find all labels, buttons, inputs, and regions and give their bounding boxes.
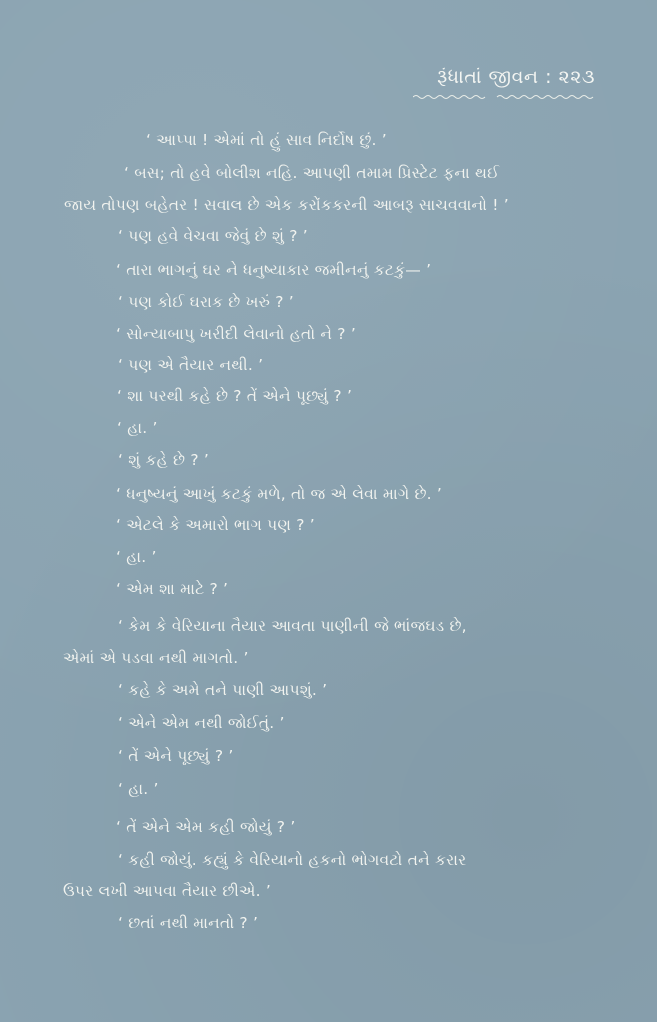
text-line: ‘ હા. ’ bbox=[118, 780, 159, 798]
running-head: રૂંધાતાં જીવન : ૨૨૩ bbox=[437, 66, 595, 88]
text-line: ‘ એમ શા માટે ? ’ bbox=[116, 580, 229, 598]
text-line: ‘ કહે કે અમે તને પાણી આપશું. ’ bbox=[118, 681, 328, 699]
text-line: ‘ પણ હવે વેચવા જેવું છે શું ? ’ bbox=[118, 227, 308, 245]
text-line: ‘ તેં એને પૂછ્યું ? ’ bbox=[118, 747, 234, 765]
text-line: ‘ તેં એને એમ કહી જોયું ? ’ bbox=[116, 818, 296, 836]
text-line: ‘ શા પરથી કહે છે ? તેં એને પૂછ્યું ? ’ bbox=[117, 387, 353, 405]
text-line: ‘ એટલે કે અમારો ભાગ પણ ? ’ bbox=[116, 516, 315, 534]
text-line: ‘ બસ; તો હવે બોલીશ નહિ. આપણી તમામ પ્રિસ્ટેટ ફના થઈ bbox=[124, 164, 500, 182]
text-line: ‘ સોન્યાબાપુ ખરીદી લેવાનો હતો ને ? ’ bbox=[116, 325, 356, 343]
text-line: ‘ તારા ભાગનું ઘર ને ધનુષ્યાકાર જમીનનું કટકું— ’ bbox=[116, 261, 432, 279]
text-line: ‘ પણ એ તૈયાર નથી. ’ bbox=[118, 356, 264, 374]
text-line: ‘ છતાં નથી માનતો ? ’ bbox=[118, 914, 259, 932]
text-line: ‘ ધનુષ્યનું આખું કટકું મળે, તો જ એ લેવા માગે છે. ’ bbox=[116, 485, 443, 503]
text-line: ઉપર લખી આપવા તૈયાર છીએ. ’ bbox=[63, 882, 271, 900]
text-line: ‘ શું કહે છે ? ’ bbox=[118, 451, 210, 469]
text-line: ‘ એને એમ નથી જોઈતું. ’ bbox=[118, 714, 285, 732]
text-line: ‘ હા. ’ bbox=[116, 548, 157, 566]
text-line: ‘ પણ કોઈ ઘરાક છે ખરું ? ’ bbox=[118, 293, 294, 311]
text-line: ‘ કેમ કે વેરિયાના તૈયાર આવતા પાણીની જે ભાંજઘડ છે, bbox=[118, 617, 467, 635]
text-line: એમાં એ પડવા નથી માગતો. ’ bbox=[63, 649, 249, 667]
text-line: જાય તોપણ બહેતર ! સવાલ છે એક કરોંકકરની આબરૂ સાચવવાનો ! ’ bbox=[64, 196, 509, 214]
text-line: ‘ હા. ’ bbox=[117, 419, 158, 437]
text-line: ‘ આપ્પા ! એમાં તો હું સાવ નિર્દોષ છું. ’ bbox=[146, 131, 387, 149]
text-line: ‘ કહી જોયું. કહ્યું કે વેરિયાનો હકનો ભોગવટો તને કરાર bbox=[118, 851, 467, 869]
